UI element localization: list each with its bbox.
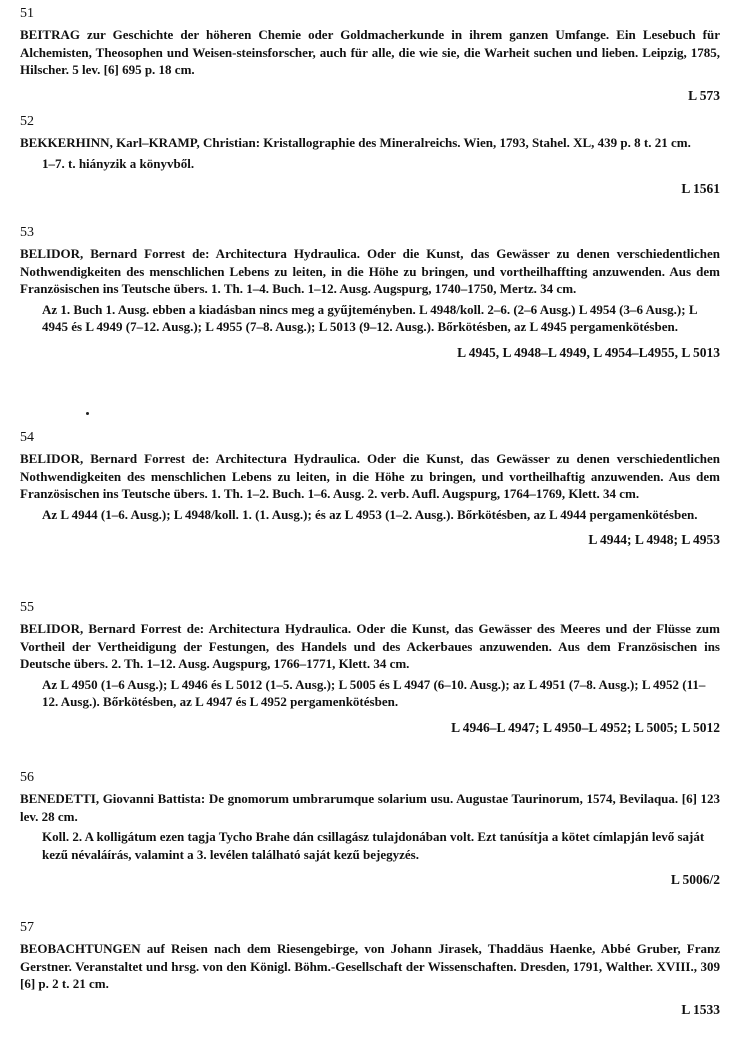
entry-number: 54 — [20, 430, 34, 445]
entry-note: 1–7. t. hiányzik a könyvből. — [42, 155, 195, 171]
catalog-entry-52 — [20, 114, 720, 197]
catalog-entry-57 — [20, 920, 720, 1018]
entry-description: BELIDOR, Bernard Forrest de: Architectura Hydraulica. Oder die Kunst, das Gewässer zu denen verschiedentlichen Nothwendigkeiten des menschlichen Lebens zu leiten, in die Höhe zu bringen, und vortheilhaffting anzuwenden. Aus dem Französischen ins Teutsche übers. 1. Th. 1–4. Buch. 1–12. Ausg. Augspurg, 1740–1750, Mertz. 34 cm. — [20, 246, 720, 296]
entry-shelfmark: L 4946–L 4947; L 4950–L 4952; L 5005; L 5012 — [451, 719, 720, 735]
entry-number: 57 — [20, 920, 34, 935]
catalog-entry-53 — [20, 225, 720, 361]
entry-number: 51 — [20, 6, 34, 21]
entry-description: BENEDETTI, Giovanni Battista: De gnomorum umbrarumque solarium usu. Augustae Taurinorum, 1574, Bevilaqua. [6] 123 lev. 28 cm. — [20, 791, 720, 824]
entry-shelfmark: L 1561 — [681, 181, 720, 196]
catalog-entry-55 — [20, 600, 720, 736]
entry-shelfmark: L 4944; L 4948; L 4953 — [588, 532, 720, 547]
entry-number: 55 — [20, 600, 34, 615]
catalog-entry-56 — [20, 770, 720, 888]
entry-description: BEOBACHTUNGEN auf Reisen nach dem Riesengebirge, von Johann Jirasek, Thaddäus Haenke, Abbé Gruber, Franz Gerstner. Veranstaltet und hrsg. von den Königl. Böhm.-Gesellschaft der Wissenschaften. Dresden, 1791, Walther. XVIII., 309 [6] p. 2 t. 21 cm. — [20, 941, 720, 991]
entry-note: Az L 4950 (1–6 Ausg.); L 4946 és L 5012 (1–5. Ausg.); L 5005 és L 4947 (6–10. Ausg.); az L 4951 (7–8. Ausg.); L 4952 (11–12. Ausg.). Bőrkötésben, az L 4947 és L 4952 pergamenkötésben. — [42, 676, 706, 709]
entry-description: BEKKERHINN, Karl–KRAMP, Christian: Kristallographie des Mineralreichs. Wien, 1793, Stahel. XL, 439 p. 8 t. 21 cm. — [20, 135, 691, 150]
entry-shelfmark: L 5006/2 — [670, 872, 720, 887]
entry-note: Az L 4944 (1–6. Ausg.); L 4948/koll. 1. (1. Ausg.); és az L 4953 (1–2. Ausg.). Bőrkötésben, az L 4944 pergamenkötésben. — [42, 506, 698, 522]
entry-shelfmark: L 4945, L 4948–L 4949, L 4954–L4955, L 5013 — [457, 344, 720, 360]
entry-description: BELIDOR, Bernard Forrest de: Architectura Hydraulica. Oder die Kunst, das Gewässer zu denen verschiedentlichen Nothwendigkeiten des menschlichen Lebens zu leiten, in die Höhe zu bringen, und vortheilhaftig anzuwenden. Aus dem Französischen ins Teutsche übers. 1. Th. 1–2. Buch. 1–6. Ausg. 2. verb. Aufl. Augspurg, 1764–1769, Klett. 34 cm. — [20, 451, 720, 501]
entry-note: Koll. 2. A kolligátum ezen tagja Tycho Brahe dán csillagász tulajdonában volt. Ezt tanúsítja a kötet címlapján levő saját kezű névaláírás, valamint a 3. levélen található saját kezű bejegyzés. — [42, 829, 705, 862]
catalog-entry-54 — [20, 430, 720, 548]
print-speck — [86, 412, 89, 415]
entry-description: BEITRAG zur Geschichte der höheren Chemie oder Goldmacherkunde in ihrem ganzen Umfange. Ein Lesebuch für Alchemisten, Theosophen und Weisen-steinsforscher, auch für alle, die wie sie, die Warheit suchen und lieben. Leipzig, 1785, Hilscher. 5 lev. [6] 695 p. 18 cm. — [20, 27, 720, 77]
entry-number: 52 — [20, 114, 34, 129]
entry-shelfmark: L 1533 — [681, 1001, 720, 1017]
entry-note: Az 1. Buch 1. Ausg. ebben a kiadásban nincs meg a gyűjteményben. L 4948/koll. 2–6. (2–6 Ausg.) L 4954 (3–6 Ausg.); L 4945 és L 4949 (7–12. Ausg.); L 4955 (7–8. Ausg.); L 5013 (9–12. Ausg.). Bőrkötésben, az L 4945 pergamenkötésben. — [42, 301, 697, 334]
entry-description: BELIDOR, Bernard Forrest de: Architectura Hydraulica. Oder die Kunst, das Gewässer des Meeres und der Flüsse zum Vortheil der Vertheidigung der Festungen, des Handels und des Ackerbaues anzuwenden. Aus dem Französischen ins Deutsche übers. 2. Th. 1–12. Ausg. Augspurg, 1766–1771, Klett. 34 cm. — [20, 621, 720, 671]
entry-number: 53 — [20, 225, 34, 240]
catalog-entry-51 — [20, 6, 720, 104]
entry-number: 56 — [20, 770, 34, 785]
entry-shelfmark: L 573 — [688, 87, 720, 103]
